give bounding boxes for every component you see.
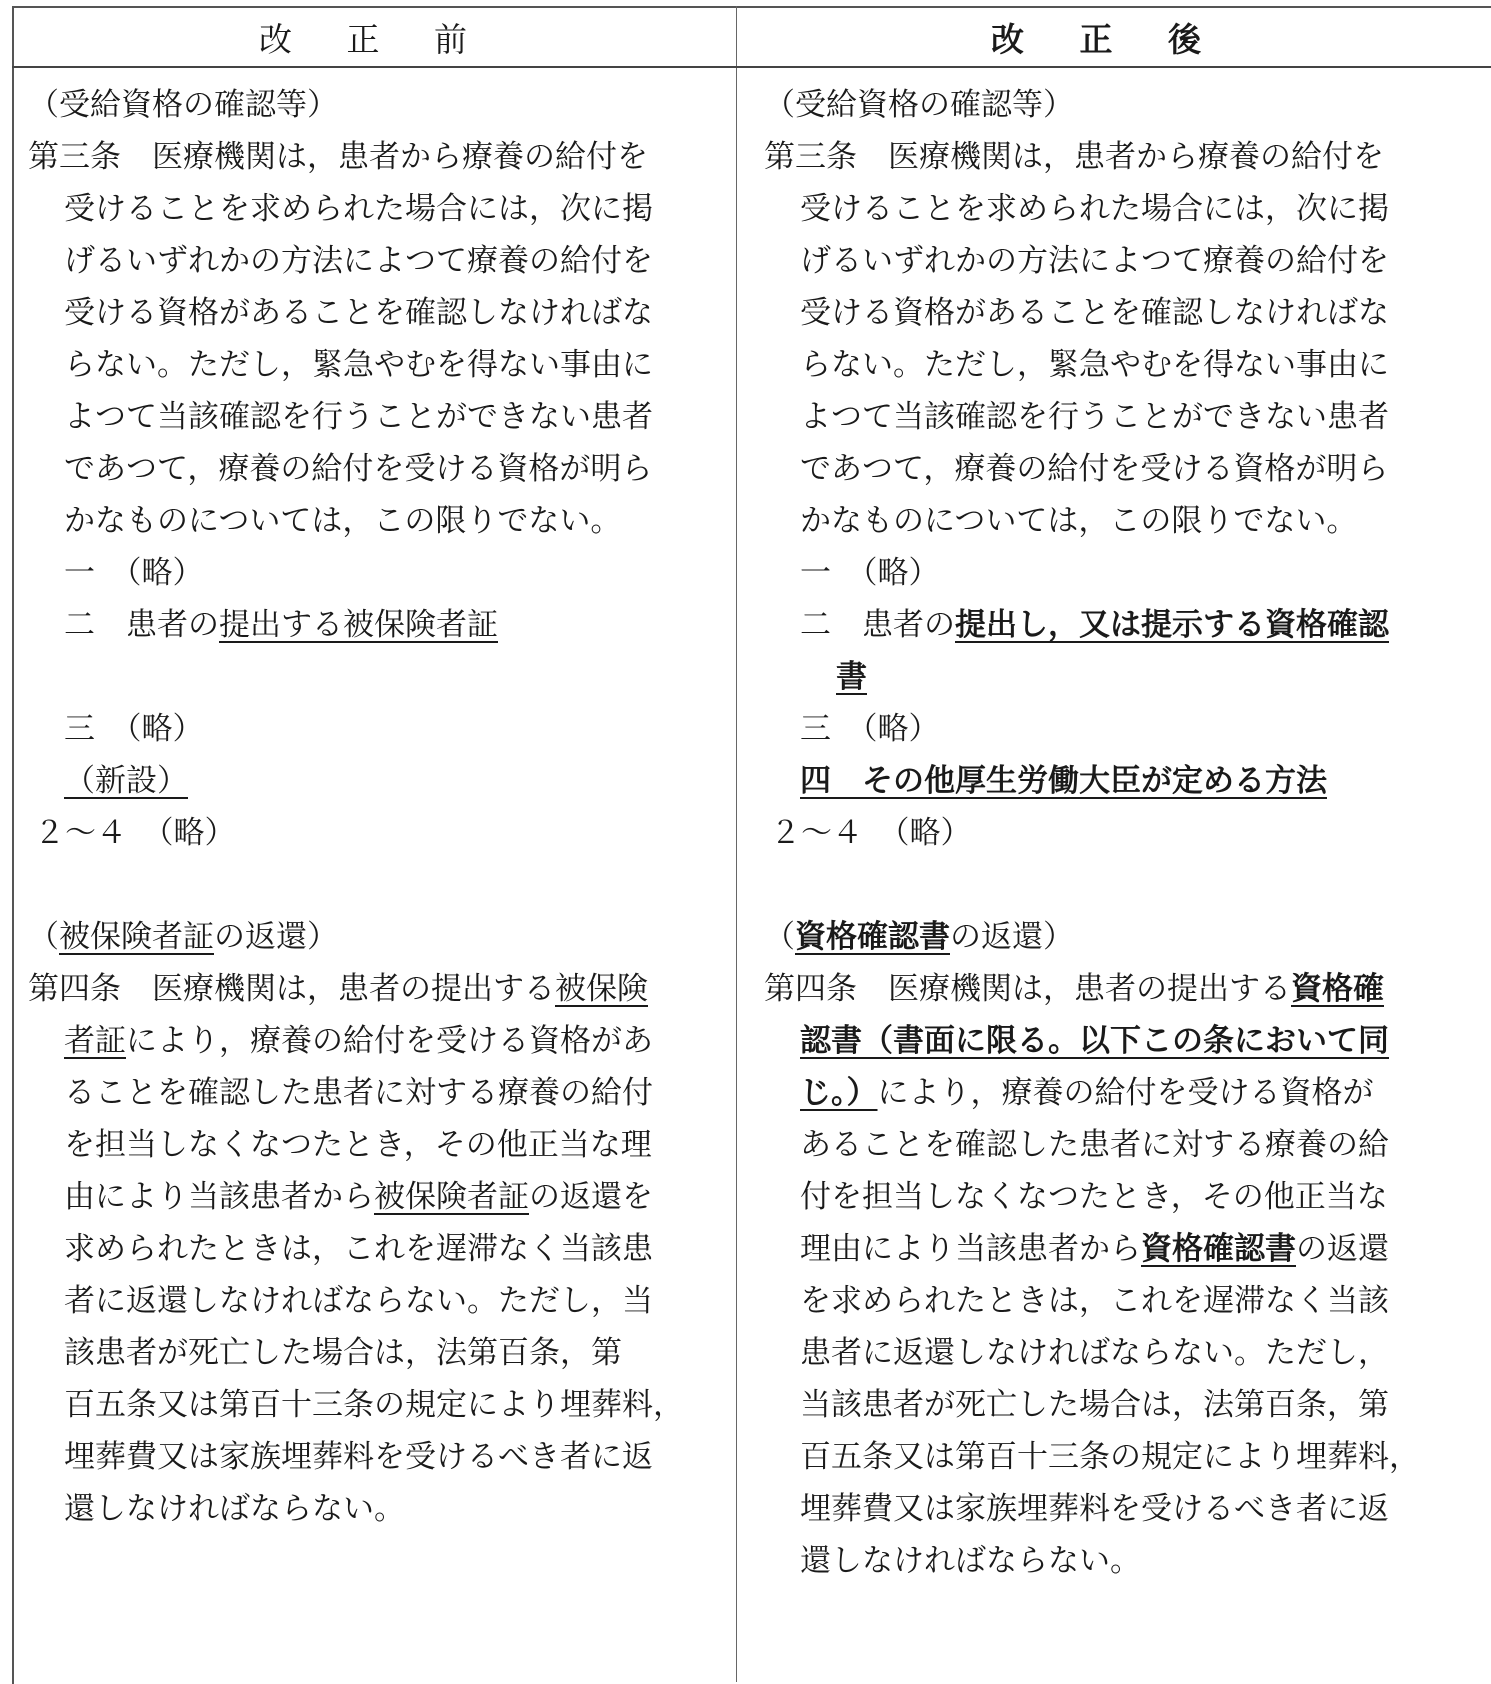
item-3: 三 （略） [64, 711, 204, 747]
article4-line: を求められたときは，これを遅滞なく当該 [800, 1283, 1389, 1319]
article3-line: かなものについては，この限りでない。 [64, 503, 622, 539]
article4-line: 付を担当しなくなつたとき，その他正当な [800, 1179, 1388, 1215]
article4-line: 当該患者が死亡した場合は，法第百条，第 [800, 1387, 1389, 1423]
article3-caption: （受給資格の確認等） [28, 87, 338, 123]
article4-line: 者証により，療養の給付を受ける資格があ [64, 1023, 653, 1059]
item-4-new [800, 754, 1327, 809]
article3-line: 第三条 医療機関は，患者から療養の給付を [764, 139, 1384, 175]
article4-caption-changed: 被保険者証 [59, 919, 214, 955]
article3-line: かなものについては，この限りでない。 [800, 503, 1358, 539]
article4-caption: （資格確認書の返還） [764, 919, 1074, 955]
item-2-prefix: 二 患者の [64, 607, 219, 643]
article4-line: 第四条 医療機関は，患者の提出する被保険 [28, 971, 648, 1007]
item-4-text: その他厚生労働大臣が定める方法 [862, 763, 1327, 799]
article4-line: 該患者が死亡した場合は，法第百条，第 [64, 1335, 622, 1371]
article4-line: ることを確認した患者に対する療養の給付 [64, 1075, 653, 1111]
article3-line: 受けることを求められた場合には，次に掲 [800, 191, 1389, 227]
item-4-number: 四 [800, 763, 831, 799]
article3-line: げるいずれかの方法によつて療養の給付を [800, 243, 1389, 279]
item-2-changed-text: 提出する被保険者証 [219, 607, 498, 643]
header-after: 改 正 後 [991, 20, 1223, 59]
article4-line: 埋葬費又は家族埋葬料を受けるべき者に返 [800, 1491, 1389, 1527]
article4-line: 埋葬費又は家族埋葬料を受けるべき者に返 [64, 1439, 653, 1475]
column-divider [736, 6, 737, 1682]
article4-line: 求められたときは，これを遅滞なく当該患 [64, 1231, 653, 1267]
item-2-prefix: 二 患者の [800, 607, 955, 643]
article4-caption: （被保険者証の返還） [28, 919, 338, 955]
item-2-changed-text: 提出し，又は提示する資格確認 [955, 607, 1389, 643]
article3-line: 受ける資格があることを確認しなければな [800, 295, 1389, 331]
paragraphs-2-4: ２～４ （略） [770, 815, 972, 851]
article4-line: 還しなければならない。 [800, 1543, 1141, 1579]
item-2 [64, 598, 498, 653]
article3-line: よつて当該確認を行うことができない患者 [800, 399, 1389, 435]
article3-line: 受ける資格があることを確認しなければな [64, 295, 653, 331]
item-2 [800, 598, 1389, 653]
article4-line: 認書（書面に限る。以下この条において同 [800, 1023, 1389, 1059]
article3-line: よつて当該確認を行うことができない患者 [64, 399, 653, 435]
article4-line: あることを確認した患者に対する療養の給 [800, 1127, 1389, 1163]
item-3: 三 （略） [800, 711, 940, 747]
article3-caption: （受給資格の確認等） [764, 87, 1074, 123]
article3-line: 受けることを求められた場合には，次に掲 [64, 191, 653, 227]
article4-caption-changed: 資格確認書 [795, 919, 950, 955]
article3-line: らない。ただし，緊急やむを得ない事由に [64, 347, 653, 383]
article3-line: らない。ただし，緊急やむを得ない事由に [800, 347, 1389, 383]
article4-line: 理由により当該患者から資格確認書の返還 [800, 1231, 1389, 1267]
article4-line: じ。）により，療養の給付を受ける資格が [800, 1075, 1374, 1111]
item-1: 一 （略） [64, 555, 204, 591]
article3-line: げるいずれかの方法によつて療養の給付を [64, 243, 653, 279]
article3-line: であつて，療養の給付を受ける資格が明ら [800, 451, 1389, 487]
header-rule [12, 66, 1491, 68]
article4-line: 百五条又は第百十三条の規定により埋葬料， [800, 1439, 1420, 1475]
article3-line: 第三条 医療機関は，患者から療養の給付を [28, 139, 648, 175]
paragraphs-2-4: ２～４ （略） [34, 815, 236, 851]
article4-line: 患者に返還しなければならない。ただし， [800, 1335, 1389, 1371]
header-before: 改 正 前 [259, 20, 489, 59]
article4-line: 者に返還しなければならない。ただし，当 [64, 1283, 653, 1319]
item-2-continued: 書 [836, 659, 867, 695]
article4-line: 還しなければならない。 [64, 1491, 405, 1527]
article3-line: であつて，療養の給付を受ける資格が明ら [64, 451, 653, 487]
item-1: 一 （略） [800, 555, 940, 591]
article4-line: 由により当該患者から被保険者証の返還を [64, 1179, 653, 1215]
article4-line: 百五条又は第百十三条の規定により埋葬料， [64, 1387, 684, 1423]
article4-line: 第四条 医療機関は，患者の提出する資格確 [764, 971, 1384, 1007]
new-item-placeholder: （新設） [64, 763, 188, 799]
article4-line: を担当しなくなつたとき，その他正当な理 [64, 1127, 652, 1163]
